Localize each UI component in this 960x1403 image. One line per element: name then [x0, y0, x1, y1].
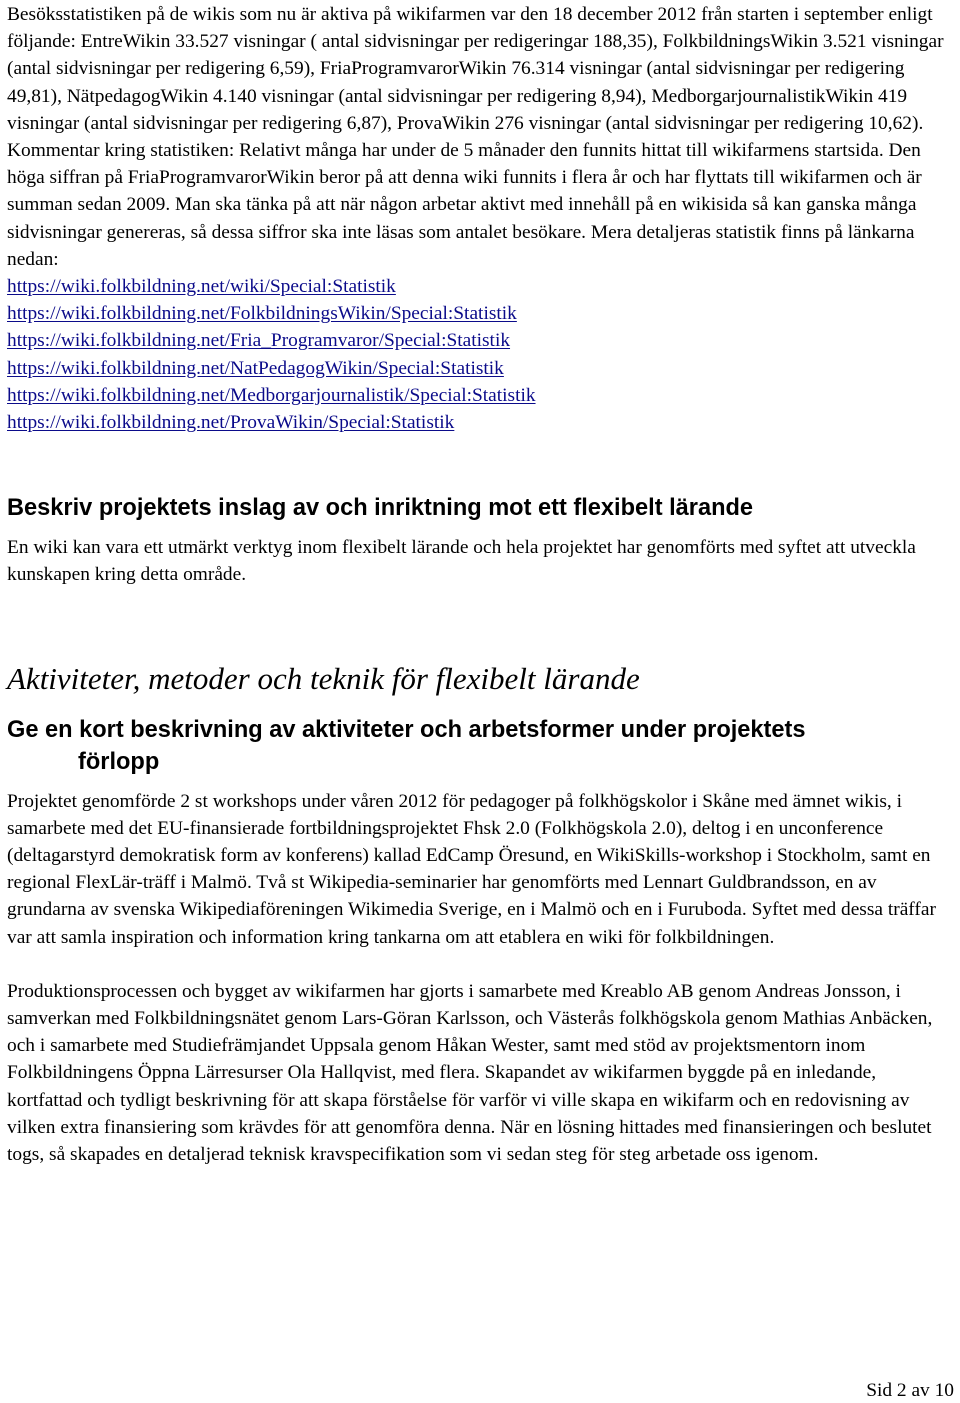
section-heading-flexibelt-larande: Beskriv projektets inslag av och inriktning mot ett flexibelt lärande — [7, 495, 754, 522]
link-provawikin-statistik[interactable]: https://wiki.folkbildning.net/ProvaWikin/Special:Statistik — [7, 412, 455, 434]
statistics-comment-paragraph: Kommentar kring statistiken: Relativt många har under de 5 månader den funnits hittat till wikifarmens startsida. Den höga siffran på FriaProgramvarorWikin beror på att denna wiki funnits i flera år och har flyttats till wikifarmen och är summan sedan 2009. Man ska tänka på att när någon arbetar aktivt med innehåll på en wikisida så kan ganska många sidvisningar genereras, så dessa siffror ska inte läsas som antalet besökare. Mera detaljeras statistik finns på länkarna nedan: — [7, 140, 922, 270]
link-folkbildningswikin-statistik[interactable]: https://wiki.folkbildning.net/FolkbildningsWikin/Special:Statistik — [7, 303, 517, 325]
section-heading-line-2: förlopp — [78, 748, 160, 775]
activities-paragraph: Projektet genomförde 2 st workshops under våren 2012 för pedagoger på folkhögskolor i Skåne med ämnet wikis, i samarbete med det EU-finansierade fortbildningsprojektet Fhsk 2.0 (Folkhögskola 2.0), deltog i en unconference (deltagarstyrd demokratisk form av konferens) kallad EdCamp Öresund, en WikiSkills-workshop i Stockholm, samt en regional FlexLär-träff i Malmö. Två st Wikipedia-seminarier har genomförts med Lennart Guldbrandsson, en av grundarna av svenska Wikipediaföreningen Wikimedia Sverige, en i Malmö och en i Furuboda. Syftet med dessa träffar var att samla inspiration och information kring tankarna om att etablera en wiki för folkbildningen. — [7, 790, 936, 948]
section-heading-line-1: Ge en kort beskrivning av aktiviteter och arbetsformer under projektets — [7, 716, 806, 743]
chapter-title: Aktiviteter, metoder och teknik för flexibelt lärande — [7, 660, 640, 696]
link-fria-programvaror-statistik[interactable]: https://wiki.folkbildning.net/Fria_Programvaror/Special:Statistik — [7, 330, 511, 352]
statistics-links-list — [7, 273, 954, 436]
link-wiki-statistik[interactable]: https://wiki.folkbildning.net/wiki/Special:Statistik — [7, 276, 396, 298]
section-body-flexibelt-larande: En wiki kan vara ett utmärkt verktyg inom flexibelt lärande och hela projektet har genomförts med syftet att utveckla kunskapen kring detta område. — [7, 537, 916, 586]
link-natpedagogwikin-statistik[interactable]: https://wiki.folkbildning.net/NatPedagogWikin/Special:Statistik — [7, 357, 504, 379]
production-paragraph: Produktionsprocessen och bygget av wikifarmen har gjorts i samarbete med Kreablo AB genom Andreas Jonsson, i samverkan med Folkbildningsnätet genom Lars-Göran Karlsson, och Västerås folkhögskola genom Mathias Anbäcken, och i samarbete med Studiefrämjandet Uppsala genom Håkan Wester, samt med stöd av projektsmentorn inom Folkbildningens Öppna Lärresurser Ola Hallqvist, med flera. Skapandet av wikifarmen byggde på en inledande, kortfattad och tydligt beskrivning för att skapa förståelse för varför vi ville skapa en wikifarm och en redovisning av vilken extra finansiering som krävdes för att genomföra denna. När en lösning hittades med finansieringen och beslutet togs, så skapades en detaljerad teknisk kravspecifikation som vi sedan steg för steg arbetade oss igenom. — [7, 980, 933, 1166]
section-heading-aktiviteter — [7, 714, 954, 778]
statistics-paragraph: Besöksstatistiken på de wikis som nu är aktiva på wikifarmen var den 18 december 2012 från starten i september enligt följande: EntreWikin 33.527 visningar ( antal sidvisningar per redigeringar 188,35), FolkbildningsWikin 3.521 visningar (antal sidvisningar per redigering 6,59), FriaProgramvarorWikin 76.314 visningar (antal sidvisningar per redigering 49,81), NätpedagogWikin 4.140 visningar (antal sidvisningar per redigering 8,94), MedborgarjournalistikWikin 419 visningar (antal sidvisningar per redigering 6,87), ProvaWikin 276 visningar (antal sidvisningar per redigering 10,62). — [7, 4, 944, 134]
page-number: Sid 2 av 10 — [866, 1380, 954, 1401]
link-medborgarjournalistik-statistik[interactable]: https://wiki.folkbildning.net/Medborgarjournalistik/Special:Statistik — [7, 384, 536, 406]
